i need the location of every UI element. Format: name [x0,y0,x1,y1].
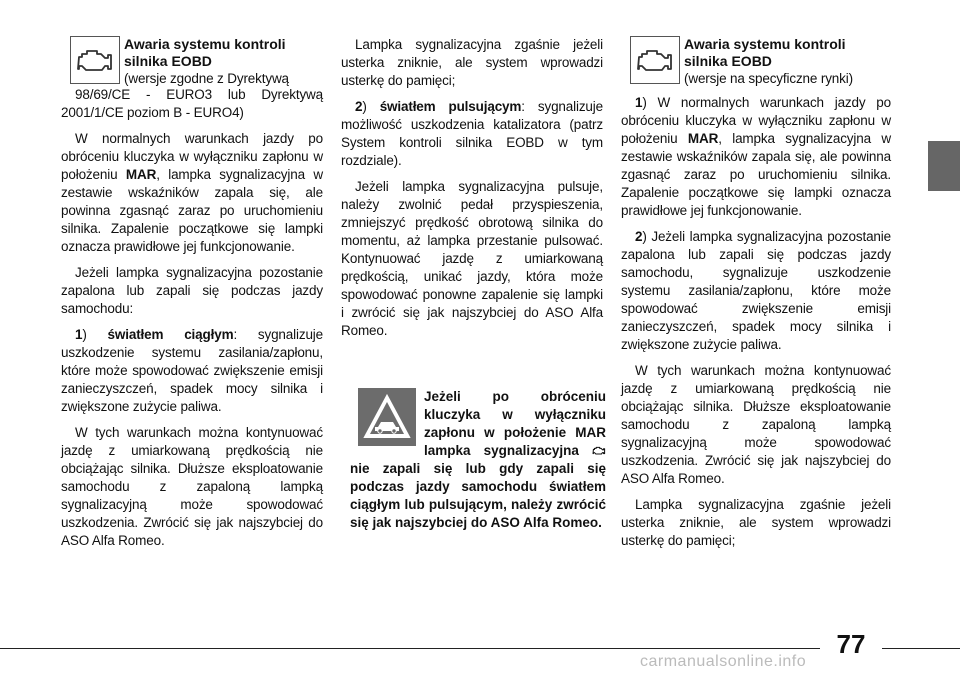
middle-paragraph-1: Lampka sygnalizacyjna zgaśnie jeżeli usterka zniknie, ale system wprowadzi usterkę do pamięci; [341,37,603,88]
right-paragraph-3: W tych warunkach można kontynuować jazdę z umiarkowaną prędkością nie obciążając silnika. Dłuższe eksploatowanie samochodu z zapaloną lampką sygnalizacyjną może spowodować uszkodzenia. Zwrócić się jak najszybciej do ASO Alfa Romeo. [621,363,891,486]
warning-note [350,388,606,532]
right-p2-text: ) Jeżeli lampka sygnalizacyjna pozostanie zapalona lub zapali się podczas jazdy samochodu, sygnalizuje uszkodzenie systemu zasilania/zapłonu, które może spowodować zwiększenie emisji zanieczyszczeń, spadek mocy silnika i zwiększone zużycie paliwa. [621,229,891,352]
right-p1-number: 1 [635,95,643,110]
right-p2-number: 2 [635,229,643,244]
left-p1-text-b: , lampka sygnalizacyjna w zestawie wskaźników zapala się, ale powinna zgasnąć zaraz po uruchomieniu silnika. Zapalenie początkowe się lampki oznacza prawidłowe jej funkcjonowanie. [61,167,323,254]
engine-check-icon [630,36,680,84]
right-subtitle: (wersje na specyficzne rynki) [684,71,853,86]
engine-check-icon [70,36,120,84]
engine-check-small-icon [592,445,606,456]
middle-p2-number: 2 [355,99,363,114]
warning-text-b: nie zapali się lub gdy zapali się podczas jazdy samochodu światłem ciągłym lub pulsującym, należy zwrócić się jak najszybciej do ASO Alfa Romeo. [350,461,606,530]
right-head-text [684,36,891,88]
right-p1-text-a: ) W normalnych warunkach jazdy po obróceniu kluczyka w wyłączniku zapłonu w położeniu [621,95,891,146]
middle-paragraph-3: Jeżeli lampka sygnalizacyjna pulsuje, należy zwolnić pedał przyspieszenia, zmniejszyć prędkość obrotową silnika do momentu, aż lampka przestanie pulsować. Kontynuować jazdę z umiarkowaną prędkością, unikać jazdy, która może spowodować ponowne zapalenie się lampki i zwrócić się jak najszybciej do ASO Alfa Romeo. [341,179,603,338]
left-p3-heading: światłem ciągłym [107,327,234,342]
page-number: 77 [820,626,882,662]
middle-paragraph-2: 2) światłem pulsującym: sygnalizuje możliwość uszkodzenia katalizatora (patrz System kontroli silnika EOBD w tym rozdziale). [341,99,604,168]
left-paragraph-2: Jeżeli lampka sygnalizacyjna pozostanie zapalona lub zapali się podczas jazdy samochodu: [61,265,323,316]
left-paragraph-3: 1) światłem ciągłym: sygnalizuje uszkodzenie systemu zasilania/zapłonu, które może spowodować zwiększenie emisji zanieczyszczeń, spadek mocy silnika i zwiększone zużycie paliwa. [61,327,324,414]
left-paragraph-4: W tych warunkach można kontynuować jazdę z umiarkowaną prędkością nie obciążając silnika. Dłuższe eksploatowanie samochodu z zapaloną lampką sygnalizacyjną może spowodować uszkodzenia. Zwrócić się jak najszybciej do ASO Alfa Romeo. [61,425,323,548]
warning-car-icon [358,388,416,446]
left-head-text [124,36,323,88]
left-subtitle-a: (wersje zgodne z Dyrektywą [124,71,289,86]
middle-p2-text: : sygnalizuje możliwość uszkodzenia katalizatora (patrz System kontroli silnika EOBD w tym rozdziale). [341,99,604,168]
watermark-text: carmanualsonline.info [640,653,807,670]
right-paragraph-1 [621,94,891,220]
left-title: Awaria systemu kontroli silnika EOBD [124,36,286,69]
left-subtitle-b: 98/69/CE - EURO3 lub Dyrektywą 2001/1/CE poziom B - EURO4) [61,87,323,120]
section-tab-marker [928,141,960,191]
left-p1-key: MAR [125,167,157,182]
middle-p2-heading: światłem pulsującym [379,99,522,114]
left-p3-text: : sygnalizuje uszkodzenie systemu zasilania/zapłonu, które może spowodować zwiększenie emisji zanieczyszczeń, spadek mocy silnika i zwiększone zużycie paliwa. [61,327,324,414]
footer-rule [0,648,960,649]
left-paragraph-1 [61,130,323,256]
left-p3-number: 1 [75,327,83,342]
left-section-header [61,36,323,94]
right-paragraph-2 [621,228,891,354]
right-p1-text-b: , lampka sygnalizacyjna w zestawie wskaźników zapala się, ale powinna zgasnąć zaraz po uruchomieniu silnika. Zapalenie początkowe się lampki oznacza prawidłowe jej funkcjonowanie. [621,131,891,218]
middle-column [341,36,603,348]
right-section-header [621,36,891,94]
left-column [61,36,323,558]
right-column [621,36,891,558]
right-title: Awaria systemu kontroli silnika EOBD [684,36,846,69]
right-p1-key: MAR [687,131,719,146]
right-paragraph-4: Lampka sygnalizacyjna zgaśnie jeżeli usterka zniknie, ale system wprowadzi usterkę do pamięci; [621,497,891,548]
left-p1-text-a: W normalnych warunkach jazdy po obróceniu kluczyka w wyłączniku zapłonu w położeniu [61,131,323,182]
warning-text-a: Jeżeli po obróceniu kluczyka w wyłączniku zapłonu w położenie MAR lampka sygnalizacyjna [424,389,606,458]
